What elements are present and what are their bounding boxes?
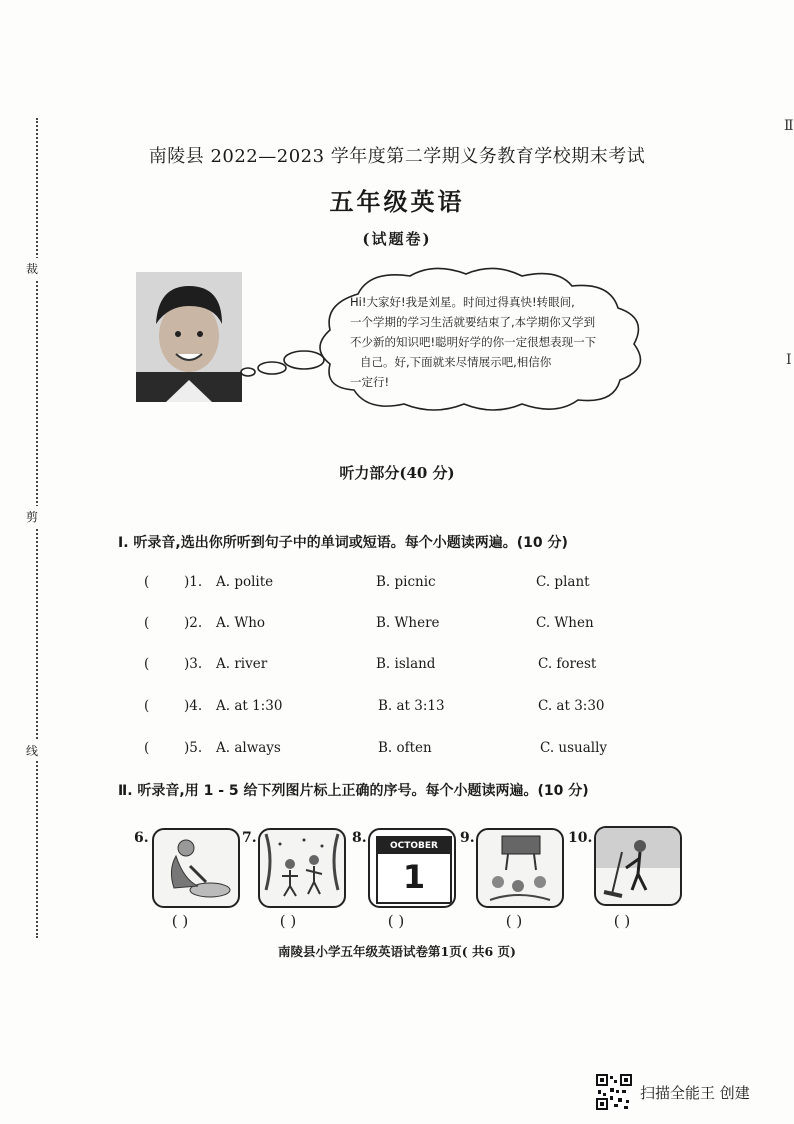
bubble-line: 不少新的知识吧!聪明好学的你一定很想表现一下 <box>350 335 597 349</box>
question-number: )5. <box>184 740 203 756</box>
question-number: )2. <box>184 615 203 631</box>
question-row <box>0 615 794 639</box>
option-c: C. plant <box>536 574 590 590</box>
bubble-line: 自己。好,下面就来尽情展示吧,相信你 <box>360 355 552 369</box>
picture-answer-paren[interactable]: ( ) <box>505 912 523 930</box>
sweeping-icon <box>594 826 682 906</box>
option-b: B. at 3:13 <box>378 698 445 714</box>
option-b: B. picnic <box>376 574 436 590</box>
qr-code-icon <box>596 1074 632 1110</box>
binding-char-line: 线 <box>26 740 38 761</box>
student-photo <box>136 272 242 402</box>
picture-number: 6. <box>134 830 149 846</box>
bubble-line: 一定行! <box>350 375 390 389</box>
calendar-day: 1 <box>402 858 426 896</box>
question-row <box>0 656 794 680</box>
listening-section-title: 听力部分(40 分) <box>339 464 455 482</box>
subject-title: 五年级英语 <box>329 187 465 216</box>
picture-answer-paren[interactable]: ( ) <box>171 912 189 930</box>
option-b: B. Where <box>376 615 440 631</box>
picture-number: 9. <box>460 830 475 846</box>
picture-answer-paren[interactable]: ( ) <box>279 912 297 930</box>
question-row <box>0 740 794 764</box>
picture-number: 7. <box>242 830 257 846</box>
answer-paren[interactable]: ( <box>144 656 150 672</box>
edge-mark-middle: Ⅰ <box>786 352 792 368</box>
washing-clothes-icon <box>152 828 240 908</box>
option-b: B. island <box>376 656 436 672</box>
answer-paren[interactable]: ( <box>144 740 150 756</box>
kids-in-snow-icon <box>258 828 346 908</box>
part1-instruction: Ⅰ. 听录音,选出你所听到句子中的单词或短语。每个小题读两遍。(10 分) <box>118 535 568 551</box>
option-a: A. Who <box>216 615 266 631</box>
option-a: A. always <box>216 740 281 756</box>
scanner-watermark: 扫描全能王 创建 <box>640 1084 750 1102</box>
question-number: )4. <box>184 698 203 714</box>
picture-number: 10. <box>568 830 593 846</box>
answer-paren[interactable]: ( <box>144 615 150 631</box>
bubble-line: Hi!大家好!我是刘星。时间过得真快!转眼间, <box>350 295 575 309</box>
option-c: C. forest <box>538 656 597 672</box>
binding-char-cut: 裁 <box>26 258 38 279</box>
calendar-icon <box>368 828 456 908</box>
question-number: )1. <box>184 574 203 590</box>
option-c: C. usually <box>540 740 608 756</box>
page-footer: 南陵县小学五年级英语试卷第1页( 共6 页) <box>278 944 516 959</box>
option-a: A. at 1:30 <box>216 698 283 714</box>
option-a: A. river <box>216 656 268 672</box>
binding-char-cut2: 剪 <box>26 506 38 527</box>
bubble-text <box>350 292 636 392</box>
calendar-month: OCTOBER <box>378 838 450 854</box>
question-number: )3. <box>184 656 203 672</box>
option-a: A. polite <box>216 574 274 590</box>
festival-icon <box>476 828 564 908</box>
option-c: C. When <box>536 615 594 631</box>
answer-paren[interactable]: ( <box>144 698 150 714</box>
option-b: B. often <box>378 740 432 756</box>
bubble-line: 一个学期的学习生活就要结束了,本学期你又学到 <box>350 315 596 329</box>
option-c: C. at 3:30 <box>538 698 605 714</box>
question-row <box>0 698 794 722</box>
answer-paren[interactable]: ( <box>144 574 150 590</box>
picture-number: 8. <box>352 830 367 846</box>
paper-type: (试题卷) <box>362 230 432 248</box>
part2-instruction: Ⅱ. 听录音,用 1 - 5 给下列图片标上正确的序号。每个小题读两遍。(10 分) <box>118 783 589 799</box>
question-row <box>0 574 794 598</box>
picture-answer-paren[interactable]: ( ) <box>613 912 631 930</box>
exam-title: 南陵县 2022—2023 学年度第二学期义务教育学校期末考试 <box>148 146 646 167</box>
picture-answer-paren[interactable]: ( ) <box>387 912 405 930</box>
edge-mark-top: Ⅱ <box>784 118 794 134</box>
